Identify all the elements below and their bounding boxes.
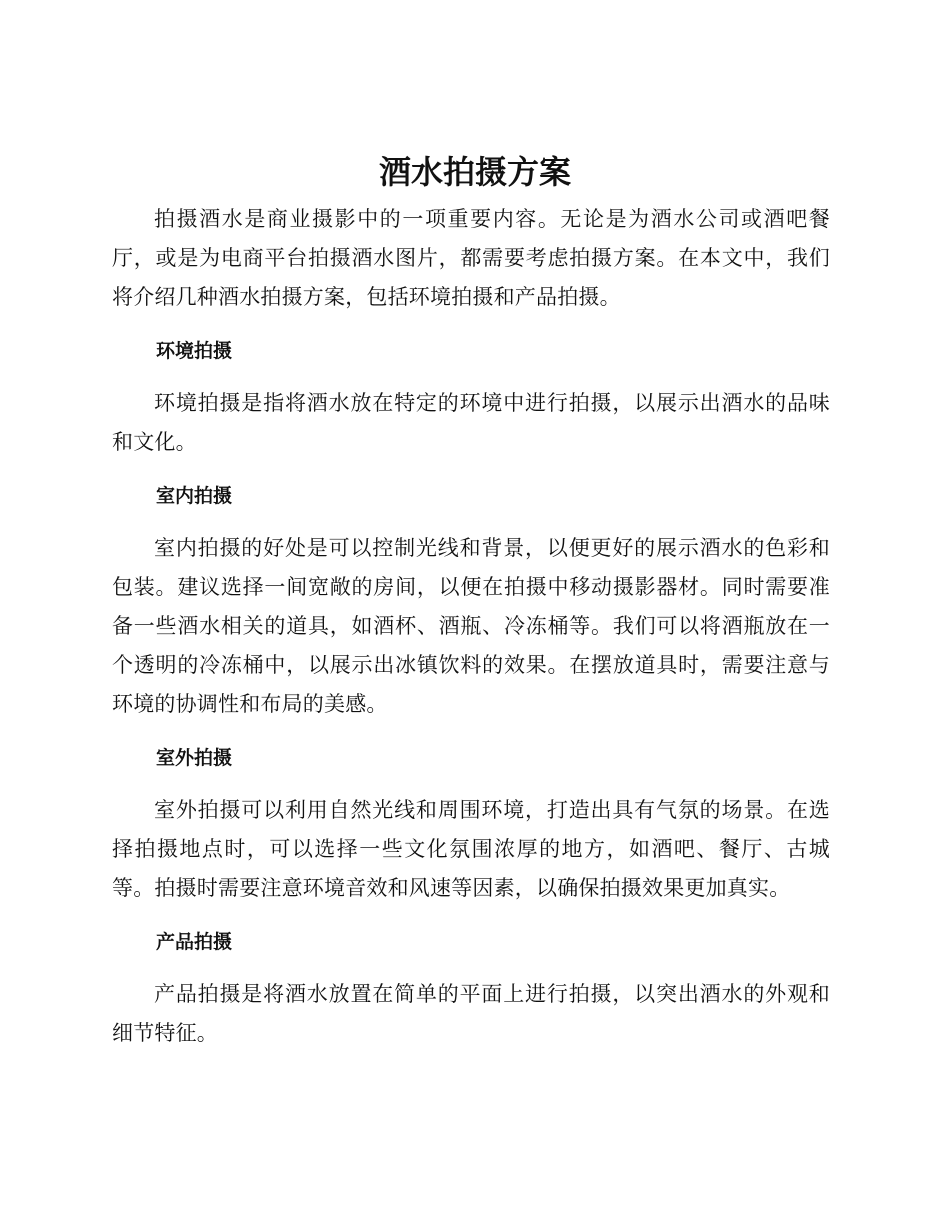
page-title: 酒水拍摄方案: [378, 153, 571, 191]
section-paragraph-environment: 环境拍摄是指将酒水放在特定的环境中进行拍摄，以展示出酒水的品味和文化。: [112, 391, 830, 454]
section-heading-indoor: 室内拍摄: [156, 485, 233, 507]
section-heading-outdoor: 室外拍摄: [156, 747, 233, 769]
section-heading-product: 产品拍摄: [156, 931, 233, 953]
section-paragraph-outdoor: 室外拍摄可以利用自然光线和周围环境，打造出具有气氛的场景。在选择拍摄地点时，可以选择一些文化氛围浓厚的地方，如酒吧、餐厅、古城等。拍摄时需要注意环境音效和风速等因素，以确保拍摄效果更加真实。: [112, 798, 830, 900]
document-body: [112, 200, 830, 1053]
section-paragraph-product: 产品拍摄是将酒水放置在简单的平面上进行拍摄，以突出酒水的外观和细节特征。: [112, 982, 830, 1045]
section-paragraph-indoor: 室内拍摄的好处是可以控制光线和背景，以便更好的展示酒水的色彩和包装。建议选择一间宽敞的房间，以便在拍摄中移动摄影器材。同时需要准备一些酒水相关的道具，如酒杯、酒瓶、冷冻桶等。我们可以将酒瓶放在一个透明的冷冻桶中，以展示出冰镇饮料的效果。在摆放道具时，需要注意与环境的协调性和布局的美感。: [112, 536, 830, 716]
section-heading-environment: 环境拍摄: [156, 340, 233, 362]
intro-paragraph: 拍摄酒水是商业摄影中的一项重要内容。无论是为酒水公司或酒吧餐厅，或是为电商平台拍摄酒水图片，都需要考虑拍摄方案。在本文中，我们将介绍几种酒水拍摄方案，包括环境拍摄和产品拍摄。: [112, 207, 830, 309]
